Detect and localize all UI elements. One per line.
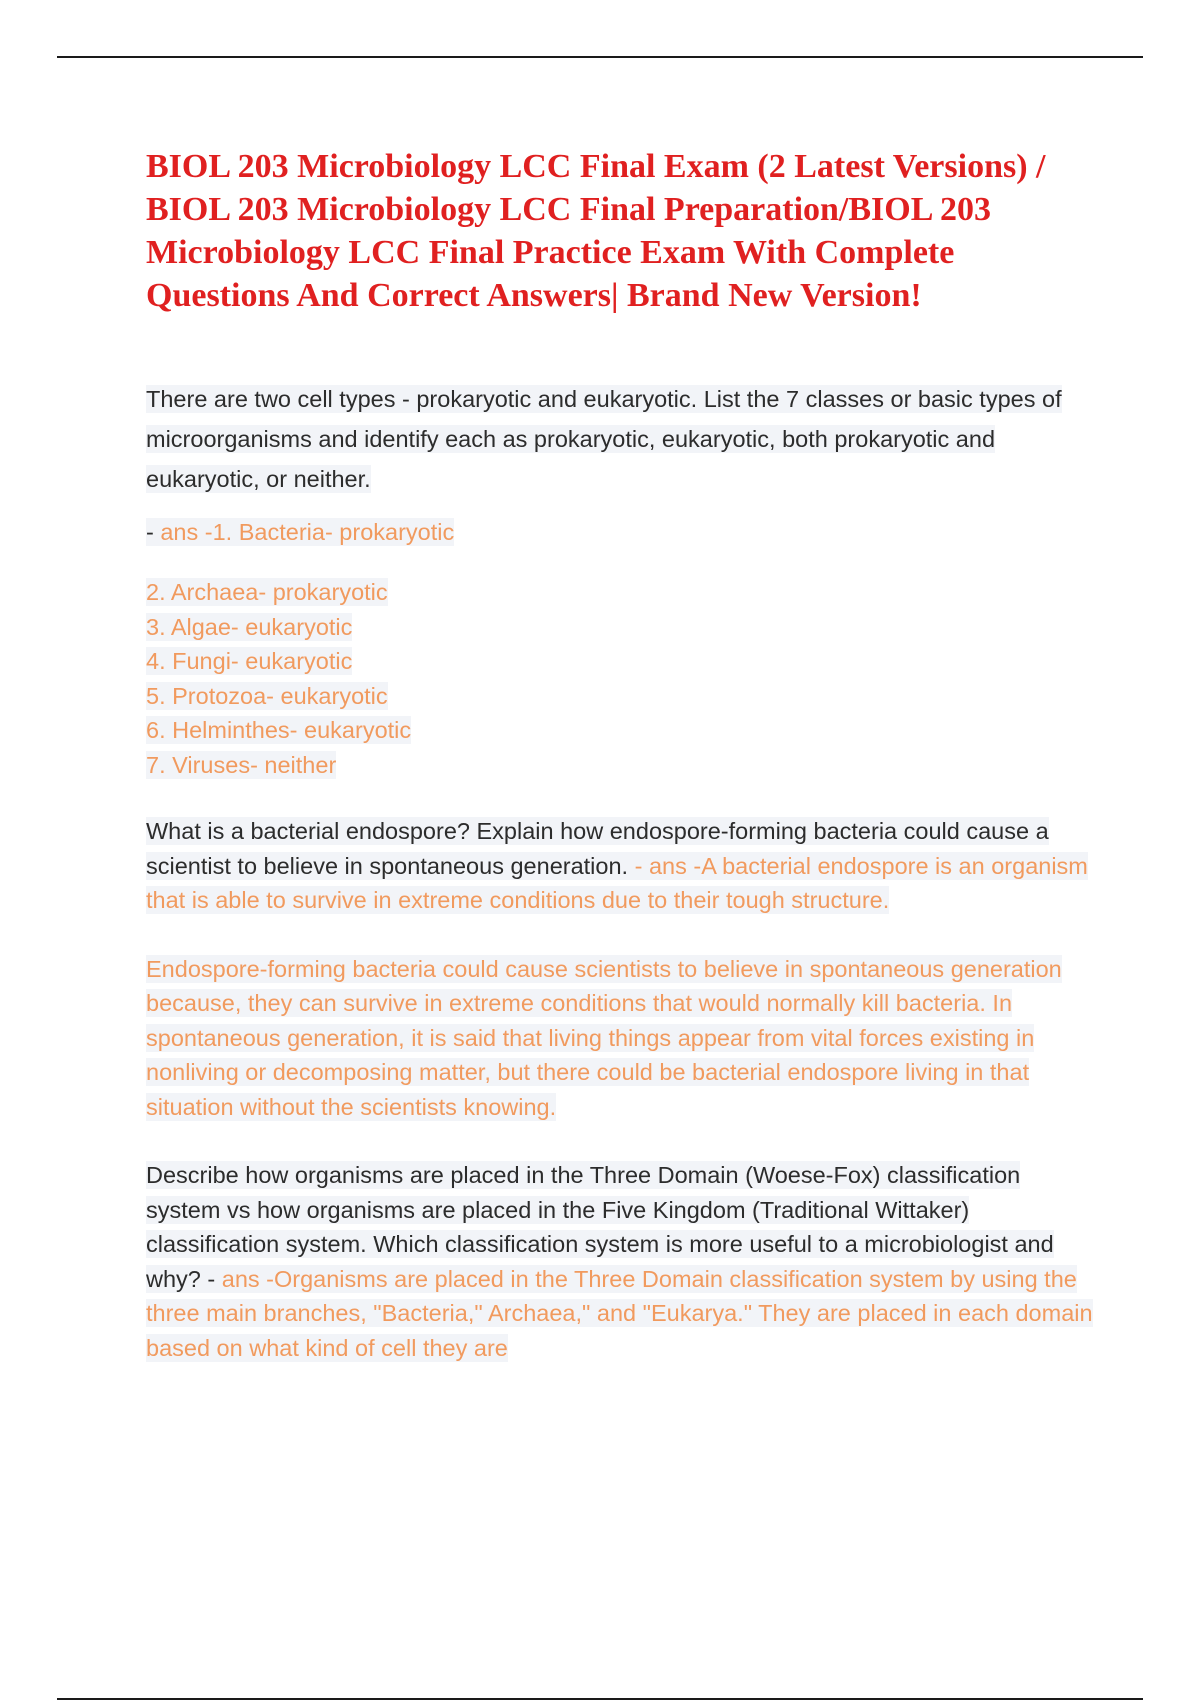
question-1 <box>146 379 1096 499</box>
answer-1-list <box>146 575 1096 782</box>
question-3-text: Describe how organisms are placed in the Three Domain (Woese-Fox) classification system vs how organisms are placed in the Five Kingdom (Traditional Wittaker) classification system. Which classification system is more useful to a microbiologist and why? - <box>146 1162 1054 1292</box>
list-item: 6. Helminthes- eukaryotic <box>146 717 412 743</box>
list-item: 5. Protozoa- eukaryotic <box>146 682 388 709</box>
document-title: BIOL 203 Microbiology LCC Final Exam (2 Latest Versions) / BIOL 203 Microbiology LCC Final Preparation/BIOL 203 Microbiology LCC Final Practice Exam With Complete Questions And Correct Answers| Brand New Version! <box>146 148 1046 314</box>
answer-3-text: ans -Organisms are placed in the Three Domain classification system by using the three main branches, "Bacteria," Archaea," and "Eukarya." They are placed in each domain based on what kind of cell they are <box>146 1265 1093 1361</box>
question-1-text: There are two cell types - prokaryotic and eukaryotic. List the 7 classes or basic types of microorganisms and identify each as prokaryotic, eukaryotic, both prokaryotic and eukaryotic, or neither. <box>146 386 1062 492</box>
list-item: 4. Fungi- eukaryotic <box>146 648 353 674</box>
question-2-text: What is a bacterial endospore? Explain how endospore-forming bacteria could cause a scientist to believe in spontaneous generation. <box>146 818 1049 879</box>
answer-1-dash: - <box>146 519 161 545</box>
list-item: 3. Algae- eukaryotic <box>146 613 353 640</box>
list-item: 7. Viruses- neither <box>146 751 337 778</box>
answer-2-part1: - ans -A bacterial endospore is an organism that is able to survive in extreme conditions due to their tough structure. <box>146 852 1088 913</box>
document-body <box>146 145 1096 1365</box>
answer-2-part2: Endospore-forming bacteria could cause scientists to believe in spontaneous generation because, they can survive in extreme conditions that would normally kill bacteria. In spontaneous generation, it is said that living things appear from vital forces existing in nonliving or decomposing matter, but there could be bacterial endospore living in that situation without the scientists knowing. <box>146 955 1062 1120</box>
answer-2-part2-block <box>146 952 1096 1125</box>
top-rule <box>57 56 1143 58</box>
answer-1-first <box>146 515 1096 549</box>
question-2 <box>146 814 1096 918</box>
answer-1-first-text: ans -1. Bacteria- prokaryotic <box>160 519 455 545</box>
question-3 <box>146 1158 1096 1365</box>
list-item: 2. Archaea- prokaryotic <box>146 579 388 605</box>
